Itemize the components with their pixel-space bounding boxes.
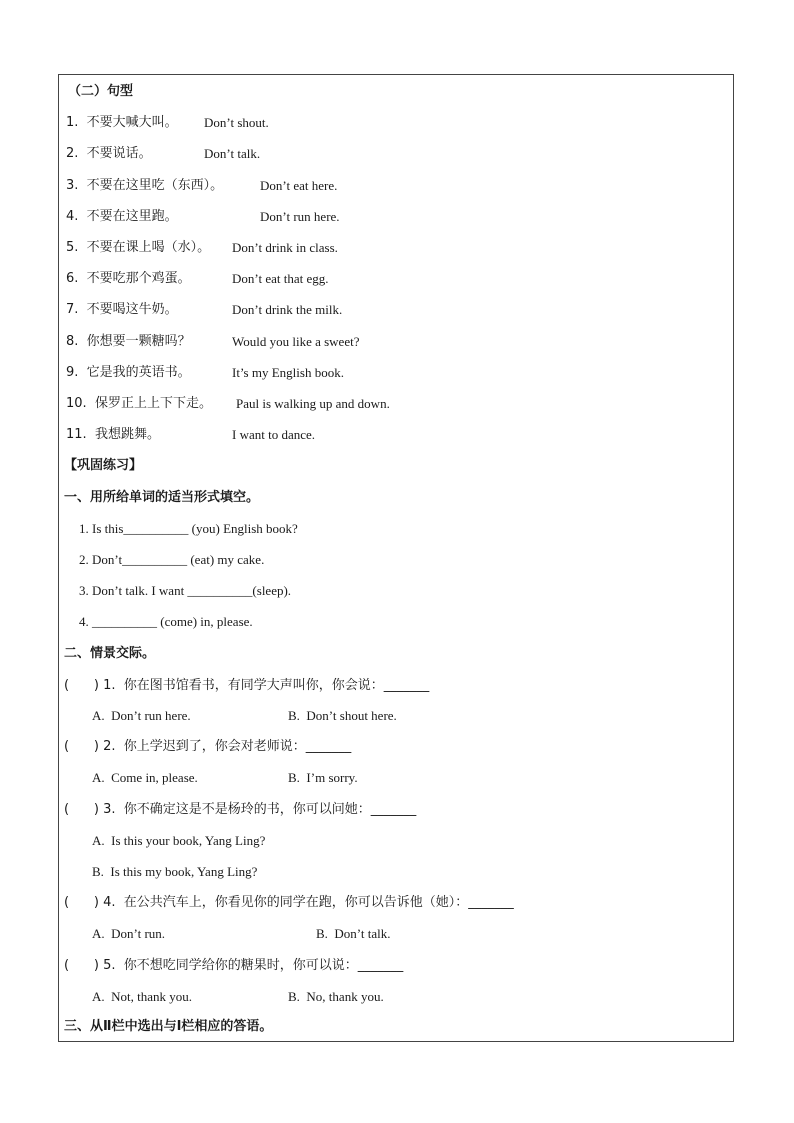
sentence-en: Don’t eat that egg. [232,271,329,286]
option-b: B. No, thank you. [288,989,384,1004]
option-a: A. Come in, please. [92,770,198,785]
fill-blank-item: 3. Don’t talk. I want __________(sleep). [79,583,292,598]
sentence-cn: 9. 它是我的英语书。 [66,365,191,380]
sentence-cn: 2. 不要说话。 [66,146,152,161]
fill-blank-item: 2. Don’t__________ (eat) my cake. [79,552,265,567]
sentence-cn: 1. 不要大喊大叫。 [66,115,178,130]
sentence-cn: 3. 不要在这里吃（东西）。 [66,178,224,193]
part3-title: 三、从Ⅱ栏中选出与Ⅰ栏相应的答语。 [64,1019,273,1034]
sentence-en: Paul is walking up and down. [236,396,390,411]
part1-title: 一、用所给单词的适当形式填空。 [64,490,260,505]
sentence-en: Don’t eat here. [260,178,338,193]
sentence-en: Don’t talk. [204,146,261,161]
fill-blank-item: 1. Is this__________ (you) English book? [79,521,298,536]
option-a: A. Don’t run here. [92,708,191,723]
sentence-en: I want to dance. [232,427,316,442]
sentence-cn: 7. 不要喝这牛奶。 [66,302,178,317]
sentence-en: Would you like a sweet? [232,334,360,349]
option-b: B. I’m sorry. [288,770,358,785]
sentence-cn: 11. 我想跳舞。 [66,427,160,442]
option-a: A. Is this your book, Yang Ling? [92,833,266,848]
option-b: B. Don’t shout here. [288,708,397,723]
sentence-cn: 5. 不要在课上喝（水）。 [66,240,211,255]
sentence-cn: 6. 不要吃那个鸡蛋。 [66,271,191,286]
option-b: B. Don’t talk. [316,926,391,941]
question: ( ) 3. 你不确定这是不是杨玲的书，你可以问她：_______ [64,802,417,817]
fill-blank-item: 4. __________ (come) in, please. [79,614,253,629]
sentence-en: Don’t drink in class. [232,240,338,255]
sentence-cn: 4. 不要在这里跑。 [66,209,178,224]
question: ( ) 1. 你在图书馆看书，有同学大声叫你，你会说：_______ [64,678,430,693]
sentence-en: Don’t run here. [260,209,340,224]
section-title: （二）句型 [68,84,134,99]
practice-title: 【巩固练习】 [64,458,143,473]
option-b: B. Is this my book, Yang Ling? [92,864,258,879]
option-a: A. Don’t run. [92,926,166,941]
sentence-cn: 8. 你想要一颗糖吗？ [66,334,191,349]
question: ( ) 2. 你上学迟到了，你会对老师说：_______ [64,739,352,754]
sentence-en: It’s my English book. [232,365,344,380]
sentence-en: Don’t drink the milk. [232,302,343,317]
question: ( ) 4. 在公共汽车上，你看见你的同学在跑，你可以告诉他（她）：_______ [64,895,514,910]
sentence-cn: 10. 保罗正上上下下走。 [66,396,212,411]
question: ( ) 5. 你不想吃同学给你的糖果时，你可以说：_______ [64,958,404,973]
sentence-en: Don’t shout. [204,115,269,130]
option-a: A. Not, thank you. [92,989,193,1004]
part2-title: 二、情景交际。 [64,646,156,661]
